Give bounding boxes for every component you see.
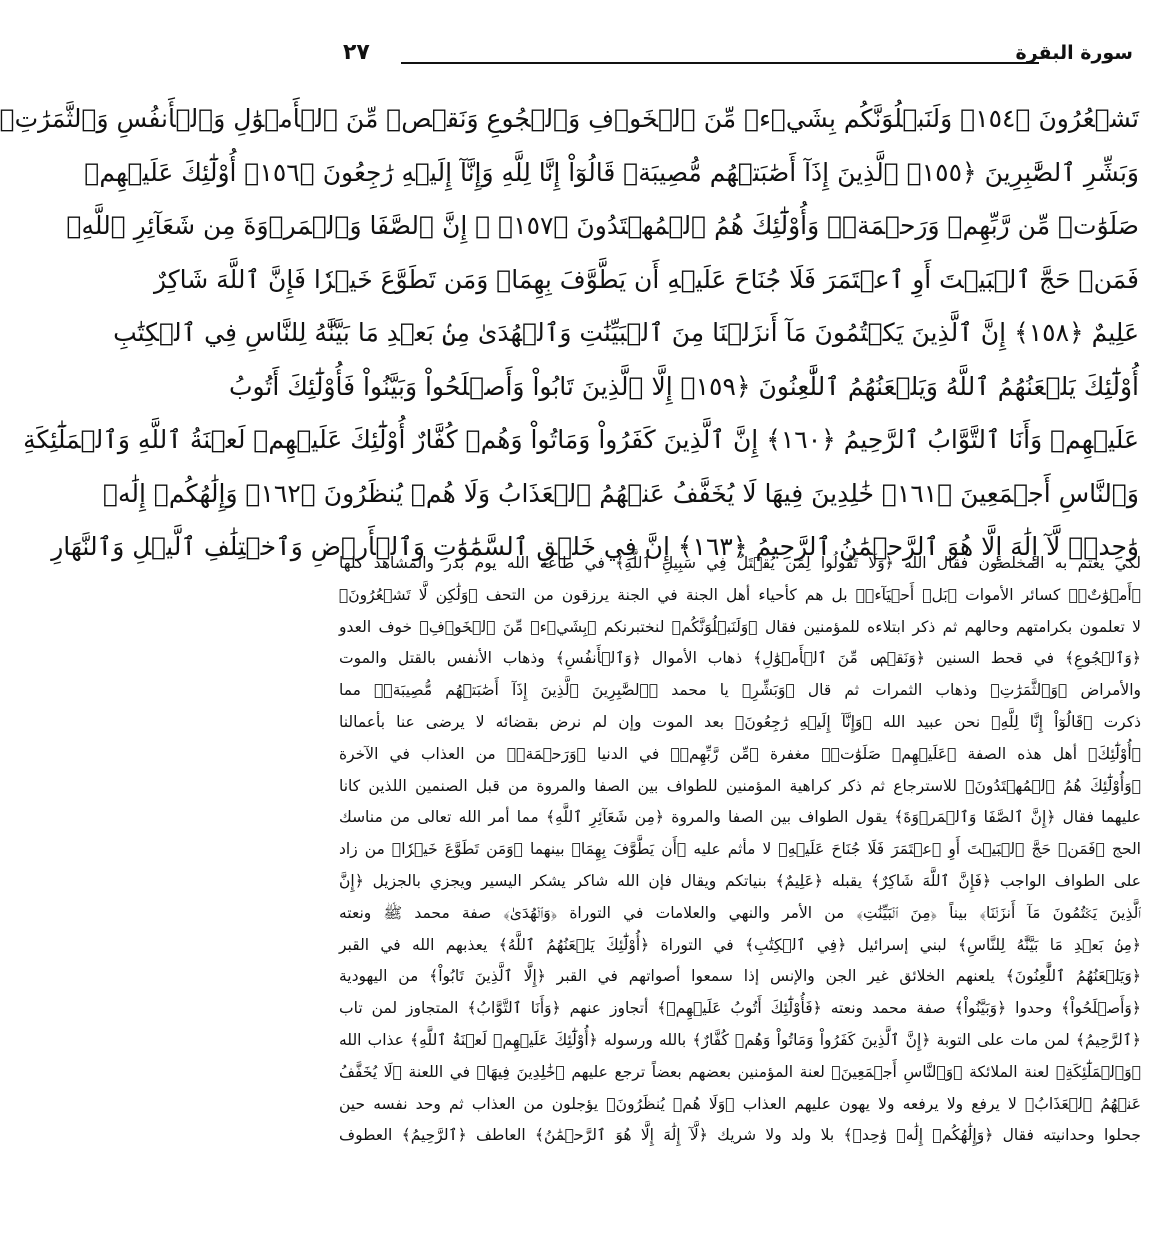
quran-line: وَٰحِدٞۖ لَّآ إِلَٰهَ إِلَّا هُوَ ٱلرَّحۡمَٰنُ ٱلرَّحِيمُ ﴿١٦٣﴾ إِنَّ فِي خَلۡقِ ٱلسَّمَٰوَٰتِ وَٱلۡأَرۡضِ وَٱخۡتِلَٰفِ ٱلَّيۡلِ وَٱلنَّهَارِ [51,532,1139,561]
tafsir-line: ﴿أَمۡوَٰتٌۢ﴾ كسائر الأموات ﴿بَلۡ أَحۡيَآءٞ﴾ بل هم كأحياء أهل الجنة في الجنة يرزقون من التحف ﴿وَلَٰكِن لَّا تَشۡعُرُونَ﴾ [339,585,1141,604]
tafsir-line: عَنۡهُمُ ٱلۡعَذَابُ﴾ لا يرفع ولا يرفعه ولا يهون عليهم العذاب ﴿وَلَا هُمۡ يُنظَرُونَ﴾ يؤجلون من العذاب ثم وحد نفسه حين [339,1094,1141,1113]
tafsir-line: جحلوا وحدانيته فقال ﴿وَإِلَٰهُكُمۡ إِلَٰهٞ وَٰحِدٞ﴾ بلا ولد ولا شريك ﴿لَّآ إِلَٰهَ إِلَّا هُوَ ٱلرَّحۡمَٰنُ﴾ العاطف ﴿ٱلرَّحِيمُ﴾ العطوف [339,1126,1141,1145]
tafsir-line: عليهما فقال ﴿إِنَّ ٱلصَّفَا وَٱلۡمَرۡوَةَ﴾ يقول الطواف بين الصفا والمروة ﴿مِن شَعَآئِرِ ٱللَّهِ﴾ مما أمر الله تعالى من مناسك [339,808,1141,827]
tafsir-line: ﴿وَأُوْلَٰٓئِكَ هُمُ ٱلۡمُهۡتَدُونَ﴾ للاسترجاع ثم ذكر كراهية المؤمنين للطواف بين الصفا والمروة من قبل الصنمين اللذين كانا [339,776,1141,795]
quran-line: وَٱلنَّاسِ أَجۡمَعِينَ ﴿١٦١﴾ خَٰلِدِينَ فِيهَا لَا يُخَفَّفُ عَنۡهُمُ ٱلۡعَذَابُ وَلَا هُمۡ يُنظَرُونَ ﴿١٦٢﴾ وَإِلَٰهُكُمۡ إِلَٰهٞ [103,478,1139,508]
quran-line: عَلَيۡهِمۡ وَأَنَا ٱلتَّوَّابُ ٱلرَّحِيمُ ﴿١٦٠﴾ إِنَّ ٱلَّذِينَ كَفَرُواْ وَمَاتُواْ وَهُمۡ كُفَّارٌ أُوْلَٰٓئِكَ عَلَيۡهِمۡ لَعۡنَةُ ٱللَّهِ وَٱلۡمَلَٰٓئِكَةِ [23,425,1139,454]
quran-line: أُوْلَٰٓئِكَ يَلۡعَنُهُمُ ٱللَّهُ وَيَلۡعَنُهُمُ ٱللَّٰعِنُونَ ﴿١٥٩﴾ إِلَّا ٱلَّذِينَ تَابُواْ وَأَصۡلَحُواْ وَبَيَّنُواْ فَأُوْلَٰٓئِكَ أَتُوبُ [228,371,1139,401]
tafsir-line: ﴿وَٱلۡمَلَٰٓئِكَةِ﴾ لعنة الملائكة ﴿وَٱلنَّاسِ أَجۡمَعِينَ﴾ لعنة المؤمنين بعضهم بعضاً ترجع عليهم ﴿خَٰلِدِينَ فِيهَا﴾ في اللعنة ﴿لَا يُخَفَّفُ [339,1062,1141,1081]
page-number: ٢٧ [343,40,370,65]
quran-text-block [0,92,1139,574]
tafsir-line: على الطواف الواجب ﴿فَإِنَّ ٱللَّهَ شَاكِرٌ﴾ يقبله ﴿عَلِيمٌ﴾ بنياتكم ويقال فإن الله شاكر يشكر اليسير ويجزي بالجزيل ﴿إِنَّ [339,871,1141,890]
quran-line: فَمَنۡ حَجَّ ٱلۡبَيۡتَ أَوِ ٱعۡتَمَرَ فَلَا جُنَاحَ عَلَيۡهِ أَن يَطَّوَّفَ بِهِمَاۚ وَمَن تَطَوَّعَ خَيۡرٗا فَإِنَّ ٱللَّهَ شَاكِرٌ [153,264,1139,294]
tafsir-line: الحج ﴿فَمَنۡ حَجَّ ٱلۡبَيۡتَ أَوِ ٱعۡتَمَرَ فَلَا جُنَاحَ عَلَيۡهِ﴾ لا مأثم عليه ﴿أَن يَطَّوَّفَ بِهِمَا﴾ بينهما ﴿وَمَن تَطَوَّعَ خَيۡرٗا﴾ من زاد [339,840,1141,859]
quran-line: تَشۡعُرُونَ ﴿١٥٤﴾ وَلَنَبۡلُوَنَّكُم بِشَيۡءٖ مِّنَ ٱلۡخَوۡفِ وَٱلۡجُوعِ وَنَقۡصٖ مِّنَ ٱلۡأَمۡوَٰلِ وَٱلۡأَنفُسِ وَٱلثَّمَرَٰتِۗ [0,104,1139,133]
tafsir-line: والأمراض ﴿وَٱلثَّمَرَٰتِ﴾ وذهاب الثمرات ثم قال ﴿وَبَشِّرِ﴾ يا محمد ﴿ٱلصَّٰبِرِينَ ٱلَّذِينَ إِذَآ أَصَٰبَتۡهُم مُّصِيبَةٞ﴾ مما [339,681,1141,700]
quran-line: عَلِيمٌ ﴿١٥٨﴾ إِنَّ ٱلَّذِينَ يَكۡتُمُونَ مَآ أَنزَلۡنَا مِنَ ٱلۡبَيِّنَٰتِ وَٱلۡهُدَىٰ مِنۢ بَعۡدِ مَا بَيَّنَّٰهُ لِلنَّاسِ فِي ٱلۡكِتَٰبِ [113,318,1139,347]
tafsir-line: ﴿مِنۢ بَعۡدِ مَا بَيَّنَّٰهُ لِلنَّاسِ﴾ لبني إسرائيل ﴿فِي ٱلۡكِتَٰبِ﴾ في التوراة ﴿أُوْلَٰٓئِكَ يَلۡعَنُهُمُ ٱللَّهُ﴾ يعذبهم الله في القبر [339,935,1141,954]
quran-line: صَلَوَٰتٞ مِّن رَّبِّهِمۡ وَرَحۡمَةٞۖ وَأُوْلَٰٓئِكَ هُمُ ٱلۡمُهۡتَدُونَ ﴿١٥٧﴾ ۞ إِنَّ ٱلصَّفَا وَٱلۡمَرۡوَةَ مِن شَعَآئِرِ ٱللَّهِۖ [66,211,1139,240]
tafsir-line: لا تعلمون بكرامتهم وحالهم ثم ذكر ابتلاءه للمؤمنين فقال ﴿وَلَنَبۡلُوَنَّكُم﴾ لنختبرنكم ﴿بِشَيۡءٖ مِّنَ ٱلۡخَوۡفِ﴾ خوف العدو [339,617,1141,636]
tafsir-line: ﴿وَأَصۡلَحُواْ﴾ وحدوا ﴿وَبَيَّنُواْ﴾ صفة محمد ونعته ﴿فَأُوْلَٰٓئِكَ أَتُوبُ عَلَيۡهِمۡ﴾ أتجاوز عنهم ﴿وَأَنَا ٱلتَّوَّابُ﴾ المتجاوز لمن تاب [339,999,1141,1018]
tafsir-line: ذكرت ﴿قَالُوٓاْ إِنَّا لِلَّهِ﴾ نحن عبيد الله ﴿وَإِنَّآ إِلَيۡهِ رَٰجِعُونَ﴾ بعد الموت وإن لم نرض بقضائه لا يرضى عنا بأعمالنا [339,712,1141,731]
surah-title: سورة البقرة [1015,42,1133,64]
tafsir-line: ﴿وَيَلۡعَنُهُمُ ٱللَّٰعِنُونَ﴾ يلعنهم الخلائق غير الجن والإنس إذا سمعوا أصواتهم في القبر ﴿إِلَّا ٱلَّذِينَ تَابُواْ﴾ من اليهودية [339,967,1141,986]
header-divider [401,62,1039,64]
page-header [341,42,1137,70]
quran-line: وَبَشِّرِ ٱلصَّٰبِرِينَ ﴿١٥٥﴾ ٱلَّذِينَ إِذَآ أَصَٰبَتۡهُم مُّصِيبَةٞ قَالُوٓاْ إِنَّا لِلَّهِ وَإِنَّآ إِلَيۡهِ رَٰجِعُونَ ﴿١٥٦﴾ أُوْلَٰٓئِكَ عَلَيۡهِمۡ [84,157,1139,187]
tafsir-line: ٱلَّذِينَ يَكۡتُمُونَ مَآ أَنزَلۡنَا﴾ بيناً ﴿مِنَ ٱلۡبَيِّنَٰتِ﴾ من الأمر والنهي والعلامات في التوراة ﴿وَٱلۡهُدَىٰ﴾ صفة محمد ﷺ ونعته [339,903,1141,922]
tafsir-line: ﴿ٱلرَّحِيمُ﴾ لمن مات على التوبة ﴿إِنَّ ٱلَّذِينَ كَفَرُواْ وَمَاتُواْ وَهُمۡ كُفَّارٌ﴾ بالله ورسوله ﴿أُوْلَٰٓئِكَ عَلَيۡهِمۡ لَعۡنَةُ ٱللَّهِ﴾ عذاب الله [339,1030,1141,1049]
tafsir-line: لكي يغتم به المخلصون فقال الله ﴿وَلَا تَقُولُوا لِمَن يُقۡتَلُ فِي سَبِيلِ ٱللَّهِ﴾ في طاعة الله يوم بدر والمشاهد كلها [339,554,1141,572]
tafsir-line: ﴿أُوْلَٰٓئِكَ﴾ أهل هذه الصفة ﴿عَلَيۡهِمۡ صَلَوَٰتٞ﴾ مغفرة ﴿مِّن رَّبِّهِمۡ﴾ في الدنيا ﴿وَرَحۡمَةٞ﴾ من العذاب في الآخرة [339,744,1141,763]
tafsir-line: ﴿وَٱلۡجُوعِ﴾ في قحط السنين ﴿وَنَقۡصٖ مِّنَ ٱلۡأَمۡوَٰلِ﴾ ذهاب الأموال ﴿وَٱلۡأَنفُسِ﴾ وذهاب الأنفس بالقتل والموت [339,649,1141,668]
tafsir-text-block [339,548,1141,1152]
